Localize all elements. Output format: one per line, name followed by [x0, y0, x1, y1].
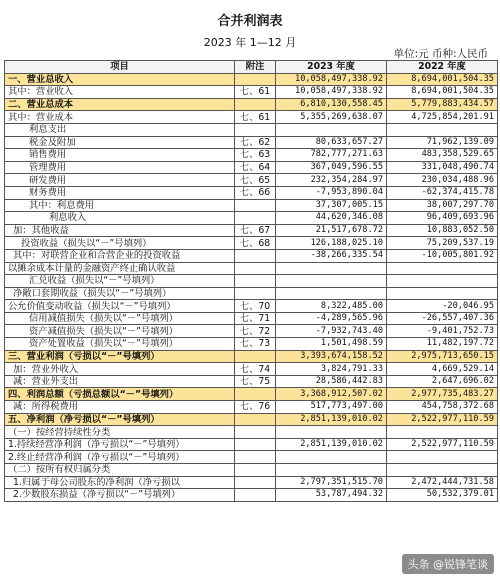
row-value-2022: 5,779,883,434.57 — [387, 98, 498, 111]
table-row — [5, 275, 498, 288]
row-item-label: 四、利润总额（亏损总额以“－”号填列） — [5, 388, 235, 401]
table-row — [5, 350, 498, 363]
row-item-label: 其中：对联营企业和合营企业的投资收益 — [5, 249, 235, 262]
row-value-2022 — [387, 464, 498, 477]
table-row — [5, 489, 498, 502]
row-value-2023: 367,049,596.55 — [276, 161, 387, 174]
row-value-2022: 2,647,696.02 — [387, 375, 498, 388]
row-note — [235, 476, 276, 489]
row-value-2023: 2,851,139,010.02 — [276, 438, 387, 451]
row-item-label: 利息支出 — [5, 123, 235, 136]
row-note — [235, 98, 276, 111]
table-row — [5, 86, 498, 99]
income-statement-sheet — [4, 60, 497, 502]
table-row — [5, 312, 498, 325]
table-row — [5, 413, 498, 426]
row-item-label: （二）按所有权归属分类 — [5, 464, 235, 477]
table-row — [5, 401, 498, 414]
row-value-2022: 38,007,297.70 — [387, 199, 498, 212]
row-value-2023: 44,620,346.08 — [276, 212, 387, 225]
row-item-label: 其中：利息费用 — [5, 199, 235, 212]
row-note — [235, 199, 276, 212]
row-note — [235, 426, 276, 439]
row-note: 七、76 — [235, 401, 276, 414]
row-item-label: （一）按经营持续性分类 — [5, 426, 235, 439]
row-value-2023: 28,586,442.83 — [276, 375, 387, 388]
row-value-2022: -62,374,415.78 — [387, 186, 498, 199]
row-item-label: 五、净利润（净亏损以“－”号填列） — [5, 413, 235, 426]
row-value-2022: 2,522,977,110.59 — [387, 413, 498, 426]
row-note — [235, 388, 276, 401]
row-value-2023 — [276, 451, 387, 464]
row-item-label: 汇兑收益（损失以“－”号填列） — [5, 275, 235, 288]
row-item-label: 1.持续经营净利润（净亏损以“－”号填列） — [5, 438, 235, 451]
statement-title: 合并利润表 — [217, 14, 283, 29]
row-value-2023: -7,953,890.04 — [276, 186, 387, 199]
table-row — [5, 149, 498, 162]
table-row — [5, 451, 498, 464]
row-value-2022: 50,532,379.01 — [387, 489, 498, 502]
row-note: 七、63 — [235, 149, 276, 162]
row-note — [235, 489, 276, 502]
table-row — [5, 186, 498, 199]
row-item-label: 资产处置收益（损失以“－”号填列） — [5, 338, 235, 351]
row-note: 七、73 — [235, 338, 276, 351]
row-item-label: 以摊余成本计量的金融资产终止确认收益 — [5, 262, 235, 275]
row-value-2022: 8,694,001,504.35 — [387, 86, 498, 99]
row-item-label: 资产减值损失（损失以“－”号填列） — [5, 325, 235, 338]
table-row — [5, 426, 498, 439]
row-note: 七、74 — [235, 363, 276, 376]
table-body — [5, 73, 498, 501]
row-item-label: 1.归属于母公司股东的净利润（净亏损以 — [5, 476, 235, 489]
row-item-label: 信用减值损失（损失以“－”号填列） — [5, 312, 235, 325]
row-note: 七、66 — [235, 186, 276, 199]
row-value-2023 — [276, 275, 387, 288]
table-row — [5, 199, 498, 212]
row-item-label: 其中：营业成本 — [5, 111, 235, 124]
row-note — [235, 287, 276, 300]
row-item-label: 一、营业总收入 — [5, 73, 235, 86]
row-value-2023 — [276, 287, 387, 300]
table-row — [5, 388, 498, 401]
row-note: 七、61 — [235, 86, 276, 99]
table-row — [5, 287, 498, 300]
table-row — [5, 123, 498, 136]
row-value-2023: 5,355,269,638.07 — [276, 111, 387, 124]
row-value-2022 — [387, 275, 498, 288]
table-header-row — [5, 61, 498, 74]
table-row — [5, 300, 498, 313]
row-value-2022: 96,409,693.96 — [387, 212, 498, 225]
row-value-2022: -20,046.95 — [387, 300, 498, 313]
row-item-label: 税金及附加 — [5, 136, 235, 149]
table-row — [5, 136, 498, 149]
row-item-label: 投资收益（损失以“－”号填列） — [5, 237, 235, 250]
row-note — [235, 438, 276, 451]
row-item-label: 利息收入 — [5, 212, 235, 225]
table-row — [5, 161, 498, 174]
row-item-label: 加：其他收益 — [5, 224, 235, 237]
row-note — [235, 249, 276, 262]
table-row — [5, 476, 498, 489]
row-value-2022 — [387, 123, 498, 136]
row-note: 七、75 — [235, 375, 276, 388]
row-item-label: 管理费用 — [5, 161, 235, 174]
row-value-2023: 1,501,498.59 — [276, 338, 387, 351]
row-value-2023: 37,307,005.15 — [276, 199, 387, 212]
table-row — [5, 363, 498, 376]
row-value-2023: 782,777,271.63 — [276, 149, 387, 162]
source-watermark: 头条 @锐锋笔谈 — [402, 554, 495, 574]
table-row — [5, 338, 498, 351]
table-row — [5, 262, 498, 275]
row-value-2023: 126,188,025.10 — [276, 237, 387, 250]
row-note: 七、71 — [235, 312, 276, 325]
col-header-note: 附注 — [235, 61, 276, 74]
row-note — [235, 413, 276, 426]
row-item-label: 三、营业利润（亏损以“－”号填列） — [5, 350, 235, 363]
row-value-2023: 3,368,912,507.02 — [276, 388, 387, 401]
row-value-2022: 8,694,001,504.35 — [387, 73, 498, 86]
row-value-2022: -10,005,801.92 — [387, 249, 498, 262]
row-item-label: 财务费用 — [5, 186, 235, 199]
table-row — [5, 212, 498, 225]
row-value-2022: -26,557,407.36 — [387, 312, 498, 325]
row-item-label: 减：营业外支出 — [5, 375, 235, 388]
row-note — [235, 464, 276, 477]
row-item-label: 2.少数股东损益（净亏损以“－”号填列） — [5, 489, 235, 502]
row-value-2023: 80,633,657.27 — [276, 136, 387, 149]
row-value-2023: 3,393,674,158.52 — [276, 350, 387, 363]
row-item-label: 减：所得税费用 — [5, 401, 235, 414]
row-value-2022 — [387, 426, 498, 439]
row-item-label: 其中：营业收入 — [5, 86, 235, 99]
row-note — [235, 275, 276, 288]
table-row — [5, 73, 498, 86]
row-value-2023 — [276, 426, 387, 439]
row-value-2022: 11,482,197.72 — [387, 338, 498, 351]
col-header-2022: 2022 年度 — [387, 61, 498, 74]
row-note: 七、70 — [235, 300, 276, 313]
col-header-item: 项目 — [5, 61, 235, 74]
row-value-2023: -7,932,743.40 — [276, 325, 387, 338]
table-row — [5, 249, 498, 262]
row-value-2023: -38,266,335.54 — [276, 249, 387, 262]
row-note — [235, 262, 276, 275]
table-row — [5, 224, 498, 237]
row-note — [235, 212, 276, 225]
table-row — [5, 325, 498, 338]
table-row — [5, 237, 498, 250]
row-value-2022: -9,401,752.73 — [387, 325, 498, 338]
row-value-2022: 4,669,529.14 — [387, 363, 498, 376]
row-value-2022: 2,522,977,110.59 — [387, 438, 498, 451]
row-value-2023 — [276, 464, 387, 477]
row-note: 七、65 — [235, 174, 276, 187]
row-value-2023: 6,810,130,558.45 — [276, 98, 387, 111]
row-value-2023: 10,058,497,338.92 — [276, 86, 387, 99]
row-note: 七、61 — [235, 111, 276, 124]
row-item-label: 公允价值变动收益（损失以“－”号填列） — [5, 300, 235, 313]
row-item-label: 净敞口套期收益（损失以“－”号填列） — [5, 287, 235, 300]
row-value-2023: 517,773,497.00 — [276, 401, 387, 414]
row-item-label: 2.终止经营净利润（净亏损以“－”号填列） — [5, 451, 235, 464]
row-item-label: 销售费用 — [5, 149, 235, 162]
table-row — [5, 464, 498, 477]
row-note: 七、62 — [235, 136, 276, 149]
row-value-2022: 331,048,490.74 — [387, 161, 498, 174]
row-note — [235, 123, 276, 136]
row-value-2022: 75,209,537.19 — [387, 237, 498, 250]
row-note: 七、72 — [235, 325, 276, 338]
row-value-2022 — [387, 287, 498, 300]
table-row — [5, 438, 498, 451]
row-note: 七、68 — [235, 237, 276, 250]
row-value-2022: 483,358,529.65 — [387, 149, 498, 162]
row-value-2022: 71,962,139.09 — [387, 136, 498, 149]
row-value-2022: 2,472,444,731.58 — [387, 476, 498, 489]
row-item-label: 加：营业外收入 — [5, 363, 235, 376]
currency-unit: 单位:元 币种:人民币 — [393, 48, 488, 60]
row-value-2023 — [276, 123, 387, 136]
col-header-2023: 2023 年度 — [276, 61, 387, 74]
table-row — [5, 98, 498, 111]
row-item-label: 二、营业总成本 — [5, 98, 235, 111]
row-item-label: 研发费用 — [5, 174, 235, 187]
row-note: 七、67 — [235, 224, 276, 237]
row-value-2022: 230,034,488.96 — [387, 174, 498, 187]
row-value-2023: 232,354,284.97 — [276, 174, 387, 187]
row-note: 七、64 — [235, 161, 276, 174]
row-value-2023: -4,289,565.96 — [276, 312, 387, 325]
row-value-2023: 3,824,791.33 — [276, 363, 387, 376]
row-value-2023: 21,517,678.72 — [276, 224, 387, 237]
row-value-2022: 454,758,372.68 — [387, 401, 498, 414]
table-row — [5, 375, 498, 388]
row-value-2022: 4,725,854,201.91 — [387, 111, 498, 124]
statement-period: 2023 年 1—12 月 — [203, 36, 297, 49]
row-value-2022: 2,977,735,483.27 — [387, 388, 498, 401]
row-value-2023: 2,851,139,010.02 — [276, 413, 387, 426]
row-value-2023: 53,787,494.32 — [276, 489, 387, 502]
row-note — [235, 451, 276, 464]
row-value-2022: 10,883,052.50 — [387, 224, 498, 237]
row-value-2023: 2,797,351,515.70 — [276, 476, 387, 489]
row-value-2023: 10,058,497,338.92 — [276, 73, 387, 86]
table-row — [5, 174, 498, 187]
row-value-2022 — [387, 262, 498, 275]
row-value-2022: 2,975,713,650.15 — [387, 350, 498, 363]
income-statement-table — [4, 60, 498, 502]
row-value-2022 — [387, 451, 498, 464]
table-row — [5, 111, 498, 124]
row-value-2023 — [276, 262, 387, 275]
row-note — [235, 350, 276, 363]
row-value-2023: 8,322,485.00 — [276, 300, 387, 313]
row-note — [235, 73, 276, 86]
